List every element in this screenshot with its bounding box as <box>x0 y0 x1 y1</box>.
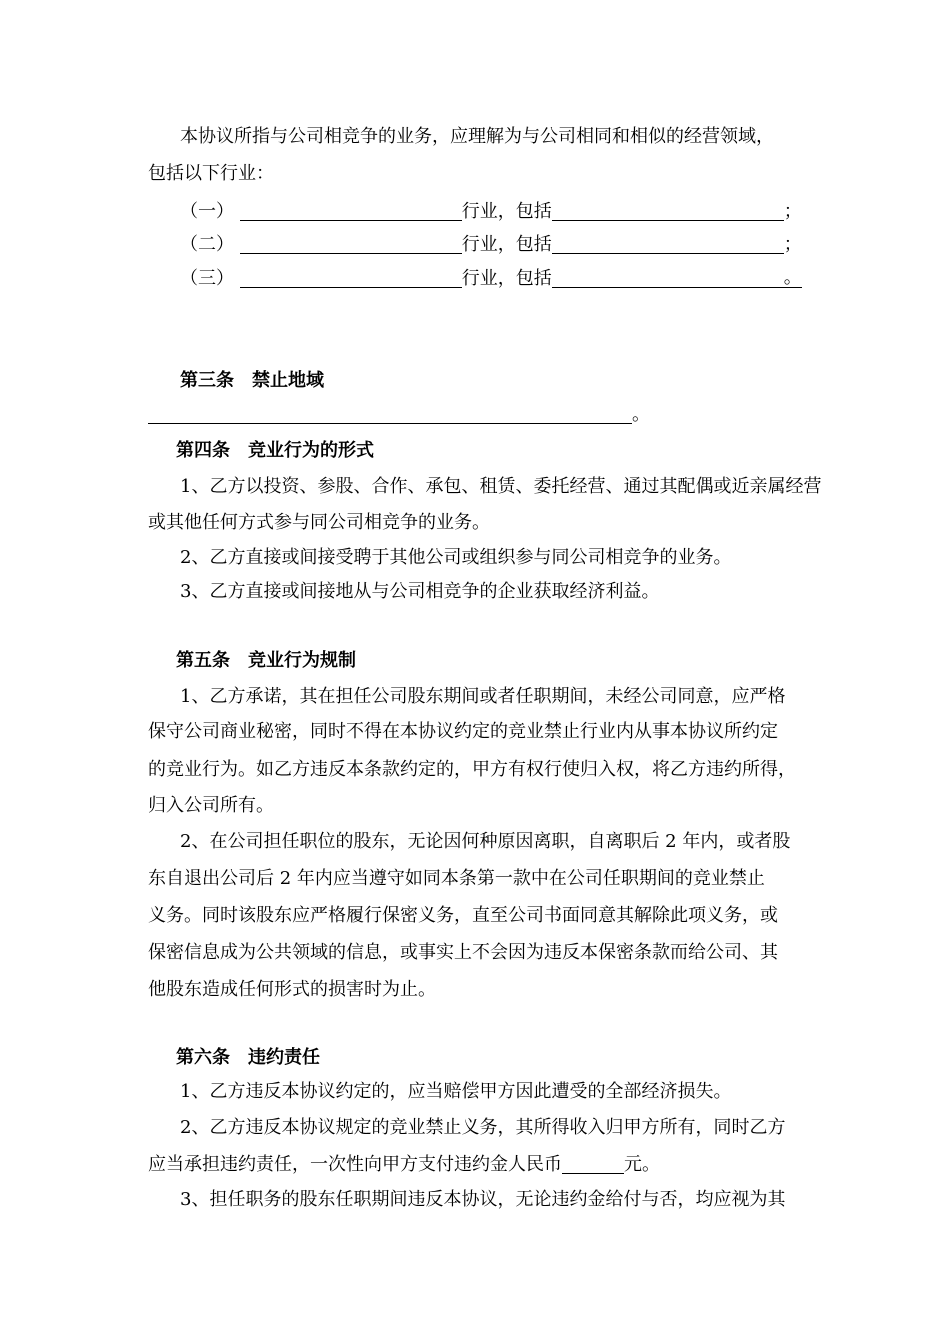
industry-item-1 <box>180 202 802 221</box>
article-6-p1: 1、乙方违反本协议约定的，应当赔偿甲方因此遭受的全部经济损失。 <box>180 1081 732 1102</box>
article-5-title: 第五条 竞业行为规制 <box>176 650 356 671</box>
article-5-p1d: 归入公司所有。 <box>148 795 274 816</box>
article-4-p2: 2、乙方直接或间接受聘于其他公司或组织参与同公司相竞争的业务。 <box>180 547 732 568</box>
article-4-p1b: 或其他任何方式参与同公司相竞争的业务。 <box>148 512 490 533</box>
scope-blank <box>552 235 784 254</box>
article-5-p2d: 保密信息成为公共领域的信息，或事实上不会因为违反本保密条款而给公司、其 <box>148 942 778 963</box>
region-blank <box>148 405 632 424</box>
scope-blank <box>552 202 784 221</box>
item-mid-text: 行业，包括 <box>461 234 552 255</box>
industry-blank <box>240 235 462 254</box>
article-6-p2a: 2、乙方违反本协议规定的竞业禁止义务，其所得收入归甲方所有，同时乙方 <box>180 1117 786 1138</box>
intro-line-2: 包括以下行业： <box>148 163 274 184</box>
region-line <box>148 405 650 424</box>
industry-blank <box>240 202 462 221</box>
article-5-p2c: 义务。同时该股东应严格履行保密义务，直至公司书面同意其解除此项义务，或 <box>148 905 778 926</box>
item-number: （一） <box>180 201 234 222</box>
region-end: 。 <box>632 404 650 425</box>
article-5-p1c: 的竞业行为。如乙方违反本条款约定的，甲方有权行使归入权，将乙方违约所得， <box>148 759 796 780</box>
article-6-p3: 3、担任职务的股东任职期间违反本协议，无论违约金给付与否，均应视为其 <box>180 1189 786 1210</box>
item-mid-text: 行业，包括 <box>461 268 552 289</box>
penalty-text: 应当承担违约责任，一次性向甲方支付违约金人民币 <box>148 1154 562 1175</box>
article-6-title: 第六条 违约责任 <box>176 1047 320 1068</box>
article-3-title: 第三条 禁止地域 <box>180 370 324 391</box>
article-4-p3: 3、乙方直接或间接地从与公司相竞争的企业获取经济利益。 <box>180 581 660 602</box>
item-number: （二） <box>180 234 234 255</box>
industry-item-2 <box>180 235 802 254</box>
article-5-p2b: 东自退出公司后 2 年内应当遵守如同本条第一款中在公司任职期间的竞业禁止 <box>148 868 765 889</box>
item-number: （三） <box>180 268 234 289</box>
item-mid-text: 行业，包括 <box>461 201 552 222</box>
article-5-p2a: 2、在公司担任职位的股东，无论因何种原因离职，自离职后 2 年内，或者股 <box>180 831 791 852</box>
article-5-p2e: 他股东造成任何形式的损害时为止。 <box>148 979 436 1000</box>
industry-blank <box>240 269 462 288</box>
penalty-unit: 元。 <box>624 1154 660 1175</box>
intro-line-1: 本协议所指与公司相竞争的业务，应理解为与公司相同和相似的经营领域， <box>180 126 774 147</box>
industry-item-3 <box>180 269 802 288</box>
article-6-p2b <box>148 1155 660 1174</box>
item-end: ； <box>783 201 802 222</box>
article-5-p1a: 1、乙方承诺，其在担任公司股东期间或者任职期间，未经公司同意，应严格 <box>180 686 786 707</box>
article-4-title: 第四条 竞业行为的形式 <box>176 440 374 461</box>
item-end: ； <box>783 234 802 255</box>
scope-blank <box>552 269 784 288</box>
item-end: 。 <box>783 267 802 288</box>
article-4-p1a: 1、乙方以投资、参股、合作、承包、租赁、委托经营、通过其配偶或近亲属经营 <box>180 476 822 497</box>
article-5-p1b: 保守公司商业秘密，同时不得在本协议约定的竞业禁止行业内从事本协议所约定 <box>148 721 778 742</box>
penalty-amount-blank <box>562 1155 624 1174</box>
